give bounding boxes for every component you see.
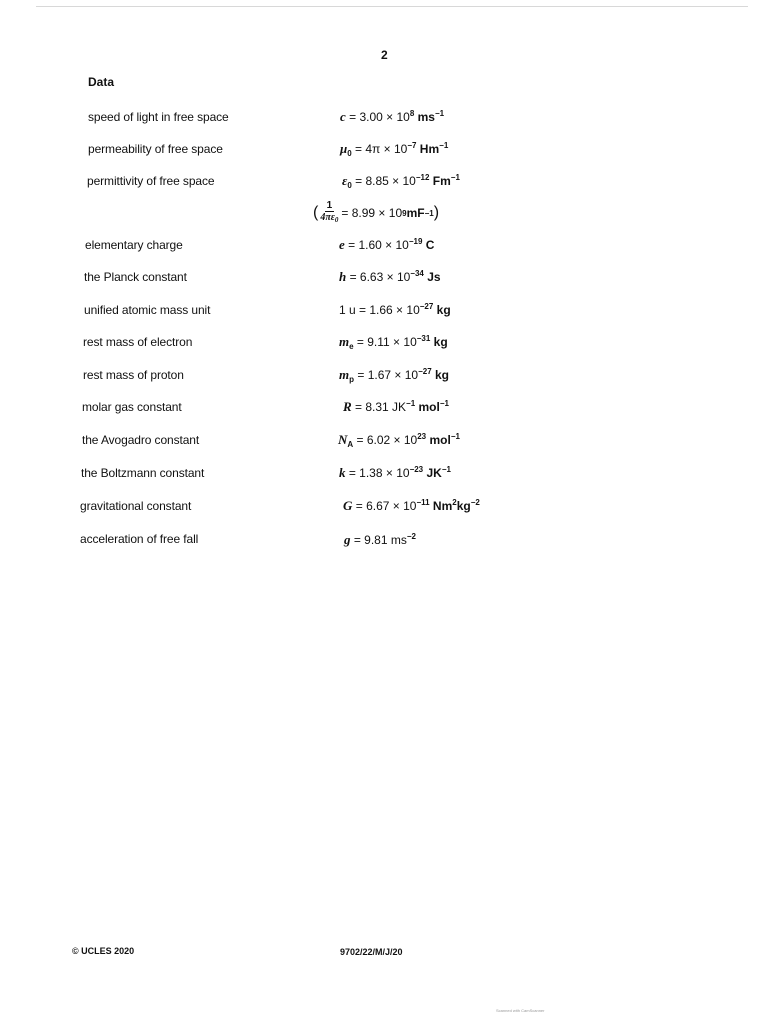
unit: kg	[430, 335, 448, 349]
symbol: g	[344, 532, 351, 547]
exponent: 9	[402, 208, 407, 218]
unit-exponent: −1	[441, 465, 451, 474]
symbol: μ	[340, 141, 348, 156]
value: = 3.00 × 10	[345, 110, 410, 124]
row-label-elementary-charge: elementary charge	[85, 238, 183, 252]
row-label-molar-gas-constant: molar gas constant	[82, 400, 182, 414]
scan-watermark: Scanned with CamScanner	[496, 1008, 545, 1013]
value: = 8.85 × 10	[351, 174, 416, 188]
exponent: −7	[407, 141, 417, 150]
row-value-proton-mass	[339, 367, 449, 384]
row-value-electron-mass	[339, 334, 448, 351]
symbol: G	[343, 498, 353, 513]
denominator-text: 4πε	[320, 212, 335, 223]
exponent: −12	[415, 173, 430, 182]
unit-exponent: −1	[439, 141, 449, 150]
symbol-subscript: A	[347, 440, 354, 449]
row-value-molar-gas-constant	[343, 399, 449, 415]
row-label-atomic-mass-unit: unified atomic mass unit	[84, 303, 211, 317]
exponent: −31	[416, 334, 431, 343]
symbol: k	[339, 465, 346, 480]
symbol: h	[339, 269, 347, 284]
exponent: −11	[416, 498, 430, 507]
exponent: −1	[406, 399, 416, 408]
unit-exponent: −1	[424, 208, 434, 218]
row-value-avogadro-constant	[338, 432, 460, 449]
footer-paper-code: 9702/22/M/J/20	[340, 947, 403, 957]
symbol: R	[343, 399, 352, 414]
value: = 9.81 ms	[350, 533, 407, 547]
value: = 1.38 × 10	[345, 466, 410, 480]
fraction-numerator: 1	[326, 200, 333, 211]
value: = 1.60 × 10	[344, 238, 409, 252]
value: = 6.67 × 10	[352, 499, 417, 513]
row-value-permittivity	[342, 173, 460, 190]
footer-copyright: © UCLES 2020	[72, 946, 135, 956]
symbol-subscript: e	[349, 342, 354, 351]
exponent: −2	[406, 532, 416, 541]
symbol-subscript: 0	[347, 149, 352, 158]
row-label-avogadro-constant: the Avogadro constant	[82, 433, 200, 447]
value: = 6.02 × 10	[353, 433, 418, 447]
row-value-elementary-charge	[339, 237, 434, 253]
unit: kg	[431, 368, 449, 382]
row-label-permeability: permeability of free space	[88, 142, 223, 156]
symbol: e	[339, 237, 345, 252]
value: = 8.99 × 10	[341, 206, 403, 220]
unit: Fm	[429, 174, 451, 188]
exponent: 8	[409, 109, 415, 118]
row-label-boltzmann-constant: the Boltzmann constant	[81, 466, 205, 480]
exponent: −23	[409, 465, 424, 474]
unit: JK	[423, 466, 442, 480]
unit: mol	[426, 433, 451, 447]
row-value-atomic-mass-unit	[339, 302, 451, 317]
row-value-speed-of-light	[340, 109, 444, 125]
value: = 6.63 × 10	[346, 270, 411, 284]
open-paren: (	[313, 204, 319, 221]
row-label-permittivity: permittivity of free space	[87, 174, 215, 188]
row-label-electron-mass: rest mass of electron	[83, 335, 193, 349]
symbol: m	[339, 367, 350, 382]
row-label-gravitational-constant: gravitational constant	[80, 499, 192, 513]
top-rule	[36, 6, 748, 7]
symbol: N	[338, 432, 348, 447]
row-value-planck-constant	[339, 269, 441, 285]
unit: mol	[415, 400, 440, 414]
unit: Hm	[416, 142, 440, 156]
exponent: −34	[410, 269, 424, 278]
unit: Nm	[429, 499, 453, 513]
row-label-speed-of-light: speed of light in free space	[88, 110, 229, 124]
value: = 1.67 × 10	[354, 368, 419, 382]
unit-exponent: −1	[450, 432, 460, 441]
symbol-subscript: 0	[347, 181, 352, 190]
page-number: 2	[381, 48, 388, 62]
section-heading: Data	[88, 75, 115, 89]
value: = 8.31 JK	[351, 400, 407, 414]
symbol: c	[340, 109, 346, 124]
row-value-gravitational-constant	[343, 498, 480, 514]
row-label-proton-mass: rest mass of proton	[83, 368, 184, 382]
unit-exponent: −1	[439, 399, 449, 408]
row-label-planck-constant: the Planck constant	[84, 270, 187, 284]
unit: Js	[423, 270, 441, 284]
row-value-boltzmann-constant	[339, 465, 451, 481]
symbol: m	[339, 334, 350, 349]
unit-exponent: 2	[452, 498, 457, 507]
exponent: −19	[408, 237, 423, 246]
symbol-subscript: p	[349, 375, 355, 384]
unit: C	[422, 238, 435, 252]
row-value-free-fall-acceleration	[344, 532, 416, 548]
unit: kg	[433, 303, 451, 317]
value: 1 u = 1.66 × 10	[339, 303, 420, 317]
coulomb-constant-expression	[313, 200, 439, 226]
value: = 4π × 10	[351, 142, 408, 156]
exponent: −27	[419, 302, 434, 311]
fraction	[320, 200, 338, 226]
exponent: −27	[418, 367, 432, 376]
unit-tail: kg	[456, 499, 471, 513]
exponent: 23	[417, 432, 427, 441]
row-label-free-fall-acceleration: acceleration of free fall	[80, 532, 199, 546]
unit-tail-exponent: −2	[470, 498, 480, 507]
symbol: ε	[342, 173, 348, 188]
row-value-permeability	[340, 141, 448, 158]
unit-exponent: −1	[450, 173, 460, 182]
unit: ms	[414, 110, 435, 124]
unit-exponent: −1	[434, 109, 445, 118]
value: = 9.11 × 10	[353, 335, 417, 349]
fraction-denominator	[320, 212, 338, 226]
denominator-subscript: 0	[334, 216, 339, 224]
close-paren: )	[433, 204, 440, 221]
unit: mF	[406, 206, 425, 220]
